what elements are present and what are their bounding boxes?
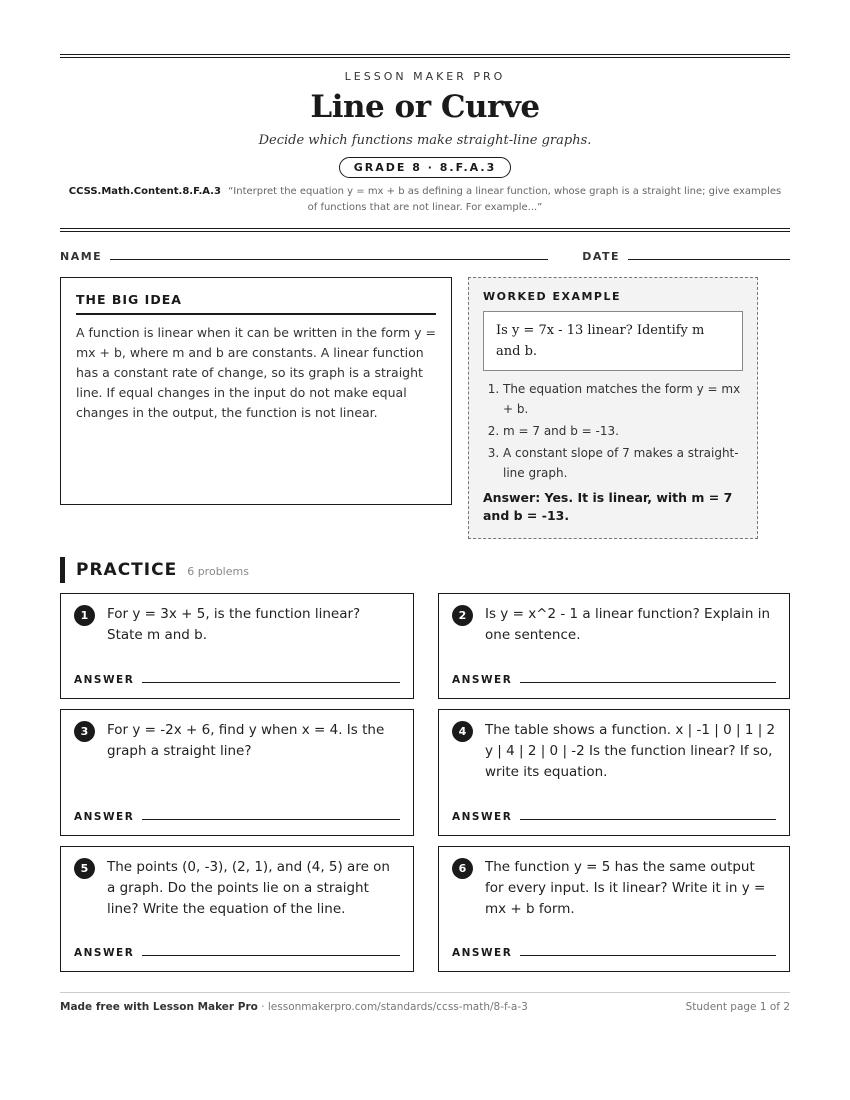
footer-credit [60, 1001, 528, 1013]
worked-step: 3. A constant slope of 7 makes a straight-line graph. [503, 443, 743, 483]
name-label: NAME [60, 250, 103, 263]
answer-label: ANSWER [74, 674, 135, 686]
problem-card-5 [60, 846, 414, 972]
problem-number: 3 [74, 721, 95, 742]
header-bottom-double-rule [60, 228, 790, 232]
practice-title: PRACTICE [76, 560, 178, 580]
answer-field[interactable] [520, 682, 776, 683]
answer-field[interactable] [142, 955, 400, 956]
answer-field[interactable] [142, 682, 400, 683]
brand-label: LESSON MAKER PRO [344, 70, 506, 83]
top-double-rule [60, 54, 790, 58]
worked-example-steps [483, 379, 743, 483]
grade-badge-wrap [60, 156, 790, 178]
answer-field[interactable] [142, 819, 400, 820]
worked-step: 2. m = 7 and b = -13. [503, 421, 743, 441]
problem-text: Is y = x^2 - 1 a linear function? Explain in one sentence. [485, 606, 771, 643]
answer-label: ANSWER [452, 674, 513, 686]
date-field[interactable] [628, 258, 790, 260]
problem-text: For y = 3x + 5, is the function linear? State m and b. [107, 606, 361, 643]
problem-card-1 [60, 593, 414, 699]
big-idea-box [60, 277, 452, 505]
page-subtitle: Decide which functions make straight-line graphs. [258, 133, 592, 148]
practice-heading [60, 557, 790, 583]
answer-field[interactable] [520, 955, 776, 956]
worked-example-heading: WORKED EXAMPLE [483, 290, 621, 303]
problem-number: 4 [452, 721, 473, 742]
problem-card-3 [60, 709, 414, 836]
problem-number: 2 [452, 605, 473, 626]
problem-card-6 [438, 846, 790, 972]
practice-grid [60, 593, 790, 972]
problem-card-2 [438, 593, 790, 699]
problem-text: The points (0, -3), (2, 1), and (4, 5) are on a graph. Do the points lie on a straight line? Write the equation of the line. [107, 859, 390, 917]
footer-link[interactable]: · lessonmakerpro.com/standards/ccss-math/8-f-a-3 [257, 1001, 528, 1013]
big-idea-text: A function is linear when it can be written in the form y = mx + b, where m and b are constants. A linear function has a constant rate of change, so its graph is a straight line. If equal changes in the input do not make equal changes in the output, the function is not linear. [76, 325, 436, 420]
big-idea-heading: THE BIG IDEA [76, 292, 436, 315]
footer-page-number: Student page 1 of 2 [685, 1001, 790, 1013]
standard-text: “Interpret the equation y = mx + b as defining a linear function, whose graph is a straight line; give examples of functions that are not linear. For example...” [228, 186, 782, 213]
name-field[interactable] [110, 258, 548, 260]
standard-description [60, 184, 790, 216]
worksheet-page [60, 54, 790, 972]
footer-made-with: Made free with Lesson Maker Pro [60, 1001, 258, 1013]
page-footer [60, 992, 790, 1013]
answer-label: ANSWER [452, 811, 513, 823]
grade-badge: GRADE 8 · 8.F.A.3 [339, 157, 511, 178]
intro-boxes [60, 277, 790, 539]
standard-code: CCSS.Math.Content.8.F.A.3 [68, 186, 221, 197]
problem-text: The function y = 5 has the same output for every input. Is it linear? Write it in y = mx + b form. [485, 859, 766, 917]
worked-example-question: Is y = 7x - 13 linear? Identify m and b. [483, 311, 743, 371]
answer-label: ANSWER [74, 811, 135, 823]
problem-number: 1 [74, 605, 95, 626]
problem-number: 6 [452, 858, 473, 879]
problem-text: For y = -2x + 6, find y when x = 4. Is the graph a straight line? [107, 722, 385, 759]
problem-text: The table shows a function. x | -1 | 0 | 1 | 2 y | 4 | 2 | 0 | -2 Is the function linear? If so, write its equation. [485, 722, 776, 780]
worked-example-box [468, 277, 758, 539]
answer-label: ANSWER [74, 947, 135, 959]
answer-label: ANSWER [452, 947, 513, 959]
problem-card-4 [438, 709, 790, 836]
date-label: DATE [582, 250, 620, 263]
worked-step: 1. The equation matches the form y = mx + b. [503, 379, 743, 419]
name-date-row [60, 250, 790, 263]
answer-field[interactable] [520, 819, 776, 820]
problem-number: 5 [74, 858, 95, 879]
page-title: Line or Curve [310, 89, 540, 125]
practice-count: 6 problems [187, 565, 249, 578]
worked-example-answer: Answer: Yes. It is linear, with m = 7 and b = -13. [483, 490, 733, 523]
